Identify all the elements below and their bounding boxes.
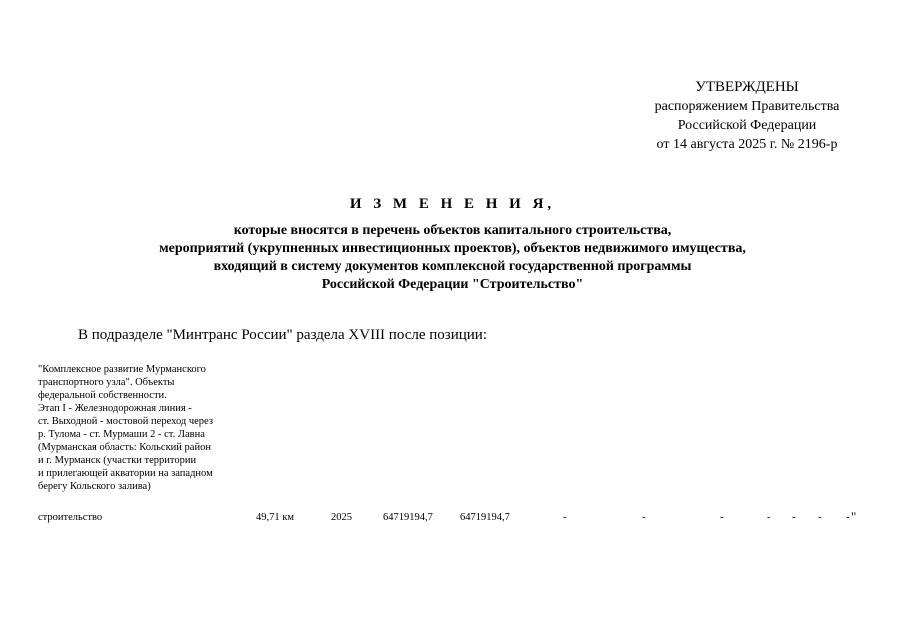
approval-line-2: Российской Федерации <box>677 118 817 133</box>
object-line: и прилегающей акватории на западном <box>38 468 213 479</box>
object-line: берегу Кольского залива) <box>38 481 151 492</box>
approval-heading: УТВЕРЖДЕНЫ <box>695 79 799 95</box>
object-line: "Комплексное развитие Мурманского <box>38 364 206 375</box>
object-line: Этап I - Железнодорожная линия - <box>38 403 192 414</box>
object-line: федеральной собственности. <box>38 390 167 401</box>
cell-dash: - <box>720 512 724 523</box>
cell-dash: - <box>792 512 796 523</box>
object-line: (Мурманская область: Кольский район <box>38 442 211 453</box>
cell-length: 49,71 км <box>256 512 294 523</box>
cell-dash: - <box>846 512 850 523</box>
cell-dash: - <box>563 512 567 523</box>
cell-value-1: 64719194,7 <box>383 512 433 523</box>
cell-type: строительство <box>38 512 103 523</box>
object-line: и г. Мурманск (участки территории <box>38 455 197 466</box>
cell-dash: - <box>818 512 822 523</box>
cell-value-2: 64719194,7 <box>460 512 510 523</box>
object-line: ст. Выходной - мостовой переход через <box>38 416 213 427</box>
intro-paragraph: В подразделе "Минтранс России" раздела XVIII после позиции: <box>78 327 487 343</box>
table-row <box>0 509 905 526</box>
cell-dash: - <box>642 512 646 523</box>
object-line: транспортного узла". Объекты <box>38 377 175 388</box>
object-description <box>38 363 258 493</box>
subtitle-line: входящий в систему документов комплексной государственной программы <box>213 259 692 274</box>
document-title: И З М Е Н Е Н И Я, <box>349 196 556 212</box>
approval-line-3: от 14 августа 2025 г. № 2196-р <box>656 137 838 152</box>
approval-line-1: распоряжением Правительства <box>654 99 840 114</box>
subtitle-line: мероприятий (укрупненных инвестиционных проектов), объектов недвижимого имущества, <box>159 241 746 256</box>
object-line: р. Тулома - ст. Мурмаши 2 - ст. Лавна <box>38 429 205 440</box>
cell-dash: - <box>767 512 771 523</box>
subtitle-line: Российской Федерации "Строительство" <box>321 277 584 292</box>
document-subtitle <box>0 222 905 294</box>
approval-block <box>637 78 857 154</box>
closing-quote: " <box>851 509 857 524</box>
cell-year: 2025 <box>331 512 352 523</box>
subtitle-line: которые вносятся в перечень объектов капитального строительства, <box>233 223 672 238</box>
